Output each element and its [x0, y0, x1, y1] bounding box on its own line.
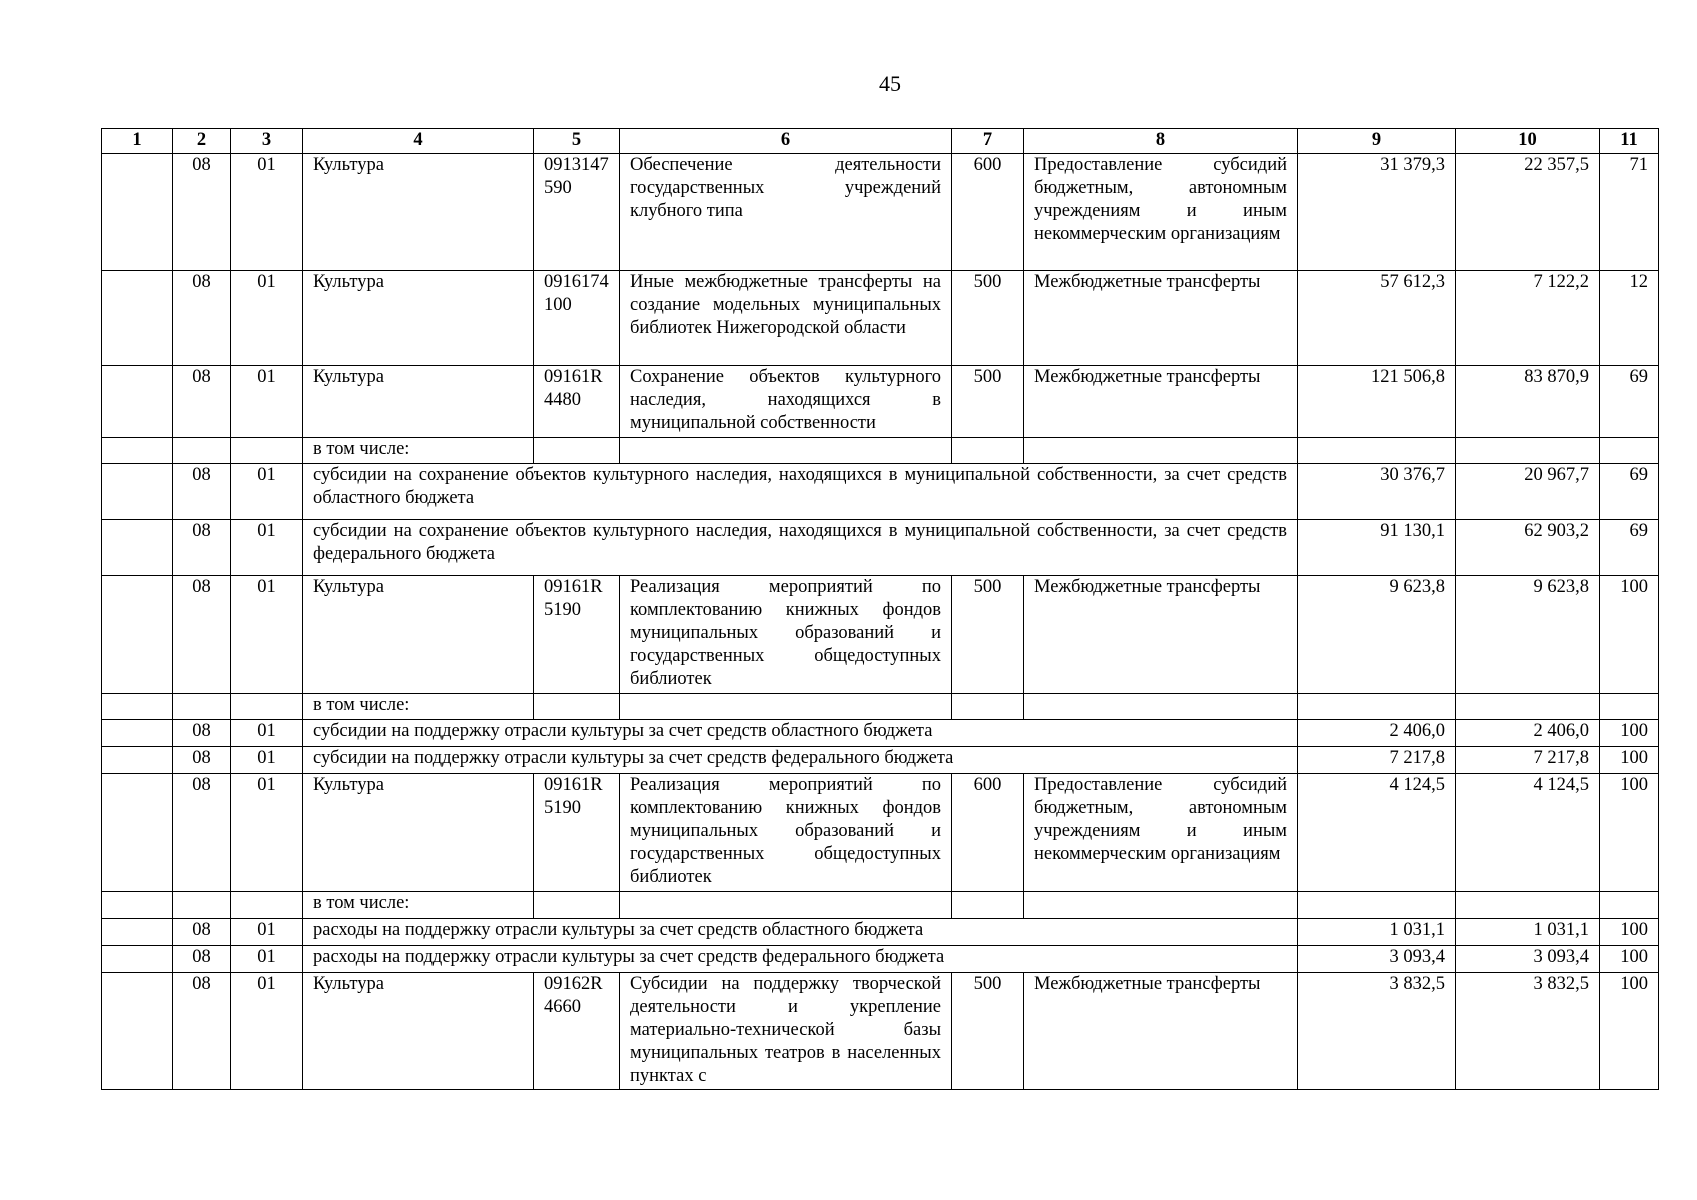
percent-cell: 100 [1600, 973, 1659, 1090]
empty-cell [231, 694, 303, 720]
column-header: 1 [102, 129, 173, 154]
section-code-cell: 08 [173, 946, 231, 973]
expense-type-name-cell: Межбюджетные трансферты [1024, 271, 1298, 366]
amount-plan-cell: 30 376,7 [1298, 464, 1456, 520]
empty-cell [102, 694, 173, 720]
amount-plan-cell: 3 093,4 [1298, 946, 1456, 973]
table-row [102, 154, 1659, 271]
amount-actual-cell: 3 093,4 [1456, 946, 1600, 973]
empty-cell [102, 720, 173, 747]
empty-cell [534, 694, 620, 720]
target-article-cell: 09161R5190 [534, 576, 620, 694]
column-header: 8 [1024, 129, 1298, 154]
percent-cell: 12 [1600, 271, 1659, 366]
subsection-code-cell: 01 [231, 973, 303, 1090]
section-code-cell: 08 [173, 520, 231, 576]
column-header: 3 [231, 129, 303, 154]
expense-type-name-cell: Межбюджетные трансферты [1024, 366, 1298, 438]
empty-cell [173, 438, 231, 464]
expense-type-code-cell: 500 [952, 271, 1024, 366]
empty-cell [102, 774, 173, 892]
expense-type-code-cell: 600 [952, 774, 1024, 892]
amount-plan-cell: 1 031,1 [1298, 919, 1456, 946]
empty-cell [1298, 438, 1456, 464]
section-code-cell: 08 [173, 271, 231, 366]
subsection-code-cell: 01 [231, 919, 303, 946]
empty-cell [1600, 694, 1659, 720]
empty-cell [102, 892, 173, 919]
subitem-description-cell: расходы на поддержку отрасли культуры за счет средств областного бюджета [303, 919, 1298, 946]
amount-plan-cell: 3 832,5 [1298, 973, 1456, 1090]
table-row [102, 271, 1659, 366]
section-name-cell: Культура [303, 774, 534, 892]
empty-cell [620, 892, 952, 919]
section-name-cell: Культура [303, 576, 534, 694]
target-article-cell: 09161R5190 [534, 774, 620, 892]
empty-cell [1456, 438, 1600, 464]
section-code-cell: 08 [173, 720, 231, 747]
description-cell: Иные межбюджетные трансферты на создание модельных муниципальных библиотек Нижегородской области [620, 271, 952, 366]
empty-cell [534, 438, 620, 464]
section-code-cell: 08 [173, 973, 231, 1090]
expense-type-code-cell: 500 [952, 973, 1024, 1090]
empty-cell [1024, 438, 1298, 464]
expense-type-code-cell: 500 [952, 366, 1024, 438]
subsection-code-cell: 01 [231, 271, 303, 366]
page-number: 45 [879, 71, 901, 96]
subitem-description-cell: субсидии на сохранение объектов культурного наследия, находящихся в муниципальной собственности, за счет средств областного бюджета [303, 464, 1298, 520]
empty-cell [620, 694, 952, 720]
amount-actual-cell: 9 623,8 [1456, 576, 1600, 694]
column-header: 11 [1600, 129, 1659, 154]
subsection-code-cell: 01 [231, 720, 303, 747]
empty-cell [102, 946, 173, 973]
percent-cell: 100 [1600, 747, 1659, 774]
amount-actual-cell: 3 832,5 [1456, 973, 1600, 1090]
empty-cell [952, 438, 1024, 464]
amount-plan-cell: 31 379,3 [1298, 154, 1456, 271]
table-row [102, 694, 1659, 720]
amount-actual-cell: 7 217,8 [1456, 747, 1600, 774]
table-row [102, 747, 1659, 774]
expense-type-name-cell: Предоставление субсидий бюджетным, автономным учреждениям и иным некоммерческим организациям [1024, 154, 1298, 271]
expense-type-code-cell: 500 [952, 576, 1024, 694]
percent-cell: 100 [1600, 919, 1659, 946]
empty-cell [952, 694, 1024, 720]
description-cell: Субсидии на поддержку творческой деятельности и укрепление материально-технической базы муниципальных театров в населенных пунктах с [620, 973, 952, 1090]
table-row [102, 946, 1659, 973]
target-article-cell: 0916174100 [534, 271, 620, 366]
amount-plan-cell: 9 623,8 [1298, 576, 1456, 694]
subsection-code-cell: 01 [231, 154, 303, 271]
table-row [102, 892, 1659, 919]
table-row [102, 774, 1659, 892]
section-name-cell: Культура [303, 973, 534, 1090]
empty-cell [102, 747, 173, 774]
percent-cell: 100 [1600, 576, 1659, 694]
amount-plan-cell: 57 612,3 [1298, 271, 1456, 366]
percent-cell: 100 [1600, 774, 1659, 892]
column-header: 7 [952, 129, 1024, 154]
empty-cell [1024, 694, 1298, 720]
subitem-description-cell: расходы на поддержку отрасли культуры за счет средств федерального бюджета [303, 946, 1298, 973]
empty-cell [173, 694, 231, 720]
subitem-description-cell: субсидии на поддержку отрасли культуры за счет средств федерального бюджета [303, 747, 1298, 774]
column-header: 4 [303, 129, 534, 154]
percent-cell: 71 [1600, 154, 1659, 271]
subitem-description-cell: субсидии на сохранение объектов культурного наследия, находящихся в муниципальной собственности, за счет средств федерального бюджета [303, 520, 1298, 576]
section-name-cell: Культура [303, 271, 534, 366]
empty-cell [620, 438, 952, 464]
subsection-code-cell: 01 [231, 366, 303, 438]
amount-actual-cell: 22 357,5 [1456, 154, 1600, 271]
table-row [102, 919, 1659, 946]
table-body [102, 154, 1659, 1090]
expense-type-name-cell: Межбюджетные трансферты [1024, 576, 1298, 694]
amount-plan-cell: 4 124,5 [1298, 774, 1456, 892]
section-code-cell: 08 [173, 747, 231, 774]
empty-cell [1298, 892, 1456, 919]
target-article-cell: 0913147590 [534, 154, 620, 271]
subsection-code-cell: 01 [231, 946, 303, 973]
column-header: 2 [173, 129, 231, 154]
amount-actual-cell: 20 967,7 [1456, 464, 1600, 520]
section-code-cell: 08 [173, 774, 231, 892]
percent-cell: 100 [1600, 946, 1659, 973]
empty-cell [1600, 892, 1659, 919]
expense-type-name-cell: Межбюджетные трансферты [1024, 973, 1298, 1090]
empty-cell [102, 464, 173, 520]
percent-cell: 69 [1600, 366, 1659, 438]
empty-cell [1024, 892, 1298, 919]
including-label-cell: в том числе: [303, 694, 534, 720]
empty-cell [102, 271, 173, 366]
empty-cell [102, 919, 173, 946]
amount-actual-cell: 4 124,5 [1456, 774, 1600, 892]
percent-cell: 69 [1600, 464, 1659, 520]
empty-cell [1456, 694, 1600, 720]
empty-cell [102, 973, 173, 1090]
description-cell: Реализация мероприятий по комплектованию книжных фондов муниципальных образований и государственных общедоступных библиотек [620, 576, 952, 694]
column-header: 9 [1298, 129, 1456, 154]
amount-actual-cell: 62 903,2 [1456, 520, 1600, 576]
subitem-description-cell: субсидии на поддержку отрасли культуры за счет средств областного бюджета [303, 720, 1298, 747]
expense-type-name-cell: Предоставление субсидий бюджетным, автономным учреждениям и иным некоммерческим организациям [1024, 774, 1298, 892]
section-code-cell: 08 [173, 919, 231, 946]
section-name-cell: Культура [303, 154, 534, 271]
section-code-cell: 08 [173, 464, 231, 520]
including-label-cell: в том числе: [303, 892, 534, 919]
amount-plan-cell: 91 130,1 [1298, 520, 1456, 576]
empty-cell [102, 154, 173, 271]
subsection-code-cell: 01 [231, 774, 303, 892]
amount-plan-cell: 121 506,8 [1298, 366, 1456, 438]
table-row [102, 438, 1659, 464]
empty-cell [231, 438, 303, 464]
subsection-code-cell: 01 [231, 464, 303, 520]
budget-table [101, 128, 1659, 1090]
section-code-cell: 08 [173, 366, 231, 438]
target-article-cell: 09162R4660 [534, 973, 620, 1090]
table-row [102, 576, 1659, 694]
empty-cell [534, 892, 620, 919]
empty-cell [1298, 694, 1456, 720]
table-row [102, 973, 1659, 1090]
column-header: 6 [620, 129, 952, 154]
empty-cell [102, 576, 173, 694]
amount-actual-cell: 2 406,0 [1456, 720, 1600, 747]
amount-plan-cell: 7 217,8 [1298, 747, 1456, 774]
subsection-code-cell: 01 [231, 520, 303, 576]
table-row [102, 464, 1659, 520]
empty-cell [173, 892, 231, 919]
empty-cell [1600, 438, 1659, 464]
header-row [102, 129, 1659, 154]
amount-actual-cell: 7 122,2 [1456, 271, 1600, 366]
amount-actual-cell: 83 870,9 [1456, 366, 1600, 438]
expense-type-code-cell: 600 [952, 154, 1024, 271]
description-cell: Реализация мероприятий по комплектованию книжных фондов муниципальных образований и государственных общедоступных библиотек [620, 774, 952, 892]
percent-cell: 100 [1600, 720, 1659, 747]
section-code-cell: 08 [173, 154, 231, 271]
description-cell: Обеспечение деятельности государственных учреждений клубного типа [620, 154, 952, 271]
subsection-code-cell: 01 [231, 576, 303, 694]
empty-cell [102, 520, 173, 576]
amount-plan-cell: 2 406,0 [1298, 720, 1456, 747]
empty-cell [231, 892, 303, 919]
target-article-cell: 09161R4480 [534, 366, 620, 438]
empty-cell [102, 438, 173, 464]
column-header: 5 [534, 129, 620, 154]
subsection-code-cell: 01 [231, 747, 303, 774]
including-label-cell: в том числе: [303, 438, 534, 464]
column-header: 10 [1456, 129, 1600, 154]
table-row [102, 720, 1659, 747]
section-name-cell: Культура [303, 366, 534, 438]
percent-cell: 69 [1600, 520, 1659, 576]
table-row [102, 520, 1659, 576]
amount-actual-cell: 1 031,1 [1456, 919, 1600, 946]
empty-cell [952, 892, 1024, 919]
section-code-cell: 08 [173, 576, 231, 694]
empty-cell [102, 366, 173, 438]
description-cell: Сохранение объектов культурного наследия, находящихся в муниципальной собственности [620, 366, 952, 438]
empty-cell [1456, 892, 1600, 919]
table-row [102, 366, 1659, 438]
